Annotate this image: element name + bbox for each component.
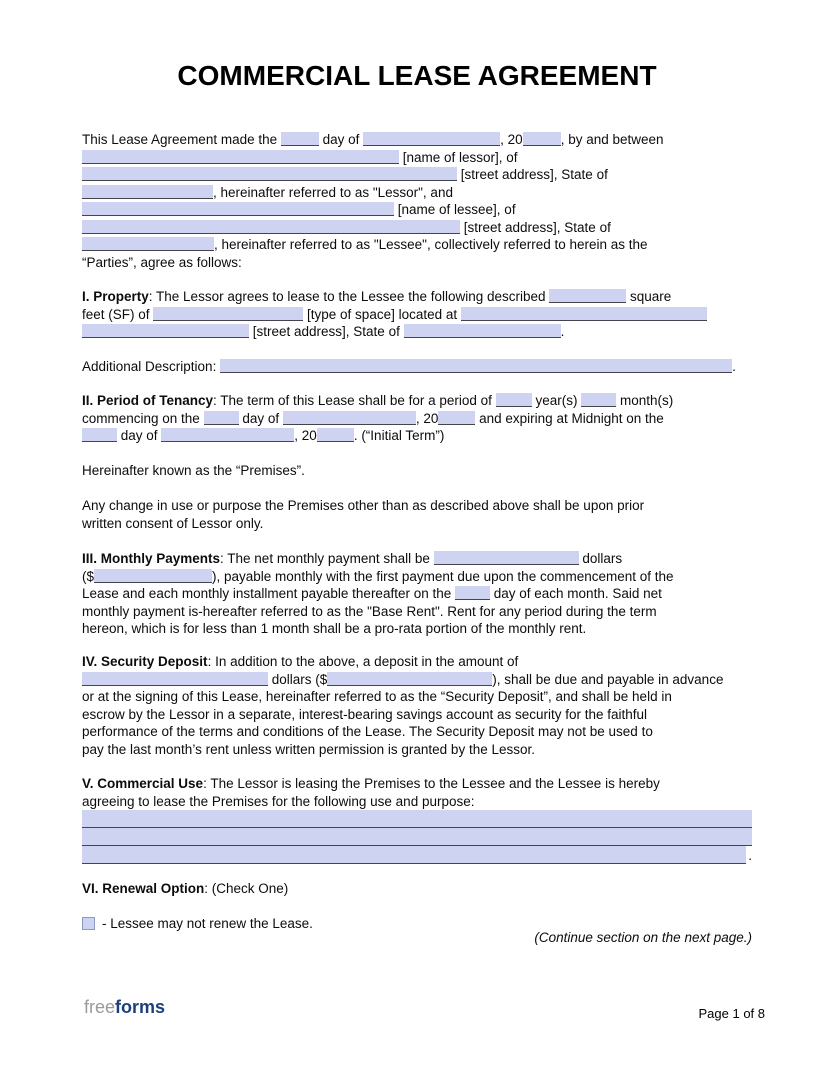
field-lessee-street-address[interactable] <box>82 220 460 234</box>
section-renewal-option <box>82 880 752 898</box>
text-segment: , 20 <box>500 132 523 147</box>
field-use-purpose-line-2[interactable] <box>82 828 752 846</box>
text-segment: commencing on the <box>82 410 204 426</box>
text-segment: or at the signing of this Lease, hereinafter referred to as the “Security Deposit”, and shall be held in <box>82 689 672 704</box>
text-segment: Any change in use or purpose the Premises other than as described above shall be upon prior <box>82 498 645 513</box>
text-segment: day of <box>238 410 283 426</box>
text-segment: , hereinafter referred to as "Lessee", collectively referred to herein as the <box>214 237 648 252</box>
field-payment-due-day[interactable] <box>455 586 490 600</box>
text-segment: : (Check One) <box>204 881 289 896</box>
text-segment: ($ <box>82 568 95 584</box>
checkbox-label: - Lessee may not renew the Lease. <box>102 916 313 931</box>
text-segment: dollars <box>578 551 623 566</box>
field-lessee-name[interactable] <box>82 202 394 216</box>
text-segment: . <box>732 359 736 374</box>
text-segment: agreeing to lease the Premises for the following use and purpose: <box>82 793 475 809</box>
text-segment: : The Lessor agrees to lease to the Lessee the following described <box>148 289 550 304</box>
text-segment: Hereinafter known as the “Premises”. <box>82 463 305 478</box>
text-segment: month(s) <box>616 393 674 408</box>
section-heading: I. Property <box>82 289 149 304</box>
document-title: COMMERCIAL LEASE AGREEMENT <box>177 60 657 91</box>
text-segment: . <box>748 848 752 863</box>
field-type-of-space[interactable] <box>153 307 303 321</box>
section-security-deposit <box>82 653 752 758</box>
text-segment: square <box>626 289 672 304</box>
change-of-use-paragraph <box>82 497 752 532</box>
page-number: Page 1 of 8 <box>698 1006 765 1021</box>
text-segment: [name of lessor], of <box>399 149 518 165</box>
text-segment: and expiring at Midnight on the <box>475 410 664 426</box>
text-segment: monthly payment is-hereafter referred to as the "Base Rent". Rent for any period during the term <box>82 603 657 619</box>
section-heading: II. Period of Tenancy <box>82 393 214 408</box>
text-segment: ), payable monthly with the first payment due upon the commencement of the <box>212 568 674 584</box>
text-segment: [type of space] located at <box>303 306 461 322</box>
section-heading: III. Monthly Payments <box>82 551 221 566</box>
field-expiration-month[interactable] <box>161 428 294 442</box>
text-segment: [street address], State of <box>460 219 611 235</box>
field-lessor-state[interactable] <box>82 185 213 199</box>
field-commencement-day[interactable] <box>204 411 239 425</box>
section-commercial-use <box>82 775 752 864</box>
field-property-address-1[interactable] <box>461 307 707 321</box>
intro-paragraph <box>82 131 752 271</box>
section-heading: IV. Security Deposit <box>82 654 208 669</box>
field-commencement-year[interactable] <box>438 411 475 425</box>
use-purpose-fields <box>82 810 752 864</box>
section-heading: VI. Renewal Option <box>82 881 205 896</box>
text-segment: . <box>560 324 565 339</box>
text-segment: day of each month. Said net <box>490 586 662 601</box>
continue-note <box>82 929 752 947</box>
field-expiration-year[interactable] <box>317 428 354 442</box>
text-segment: , hereinafter referred to as "Lessor", and <box>213 184 453 200</box>
field-property-state[interactable] <box>404 324 561 338</box>
text-segment: written consent of Lessor only. <box>82 515 264 531</box>
field-lessor-street-address[interactable] <box>82 167 457 181</box>
text-segment: : In addition to the above, a deposit in the amount of <box>207 654 519 669</box>
text-segment: , by and between <box>560 132 664 147</box>
text-segment: , 20 <box>415 410 439 426</box>
field-term-years[interactable] <box>496 393 532 407</box>
field-square-feet[interactable] <box>549 289 626 303</box>
additional-description-row <box>82 358 752 376</box>
text-segment: dollars ($ <box>268 671 328 687</box>
field-use-purpose-line-1[interactable] <box>82 810 752 828</box>
field-day[interactable] <box>281 132 319 146</box>
text-segment: “Parties”, agree as follows: <box>82 254 242 270</box>
field-additional-description[interactable] <box>220 359 732 373</box>
text-segment: : The Lessor is leasing the Premises to the Lessee and the Lessee is hereby <box>203 776 660 791</box>
section-property <box>82 288 752 341</box>
field-use-purpose-line-3[interactable] <box>82 846 746 864</box>
text-segment: [street address], State of <box>249 324 404 339</box>
field-lessee-state[interactable] <box>82 237 214 251</box>
field-term-months[interactable] <box>581 393 616 407</box>
text-segment: performance of the terms and conditions of the Lease. The Security Deposit may not be used to <box>82 724 653 739</box>
field-year[interactable] <box>523 132 561 146</box>
text-segment: hereon, which is for less than 1 month shall be a pro-rata portion of the monthly rent. <box>82 621 587 636</box>
logo-free-text: free <box>84 997 116 1017</box>
text-segment: year(s) <box>531 393 582 408</box>
text-segment: feet (SF) of <box>82 306 154 322</box>
text-segment: day of <box>318 132 364 147</box>
text-segment: Additional Description: <box>82 359 221 374</box>
premises-note <box>82 462 752 480</box>
field-lessor-name[interactable] <box>82 150 399 164</box>
text-segment: Lease and each monthly installment payable thereafter on the <box>82 586 455 601</box>
text-segment: , 20 <box>294 428 317 443</box>
field-expiration-day[interactable] <box>82 428 117 442</box>
text-segment: [name of lessee], of <box>394 202 516 217</box>
text-segment: escrow by the Lessor in a separate, interest-bearing savings account as security for the faithful <box>82 706 648 722</box>
text-segment: (Continue section on the next page.) <box>534 930 752 945</box>
text-segment: [street address], State of <box>457 167 608 182</box>
section-heading: V. Commercial Use <box>82 776 204 791</box>
text-segment: This Lease Agreement made the <box>82 132 281 147</box>
text-segment: : The net monthly payment shall be <box>220 551 434 566</box>
text-segment: ), shall be due and payable in advance <box>492 671 724 687</box>
section-period-of-tenancy <box>82 392 752 445</box>
section-monthly-payments <box>82 550 752 638</box>
field-deposit-amount[interactable] <box>327 672 492 686</box>
field-property-address-2[interactable] <box>82 324 249 338</box>
freeforms-logo <box>84 998 165 1016</box>
text-segment: . (“Initial Term”) <box>353 428 445 443</box>
text-segment: pay the last month’s rent unless written permission is granted by the Lessor. <box>82 741 535 757</box>
field-month[interactable] <box>363 132 500 146</box>
text-segment: day of <box>117 428 162 443</box>
field-monthly-payment-words[interactable] <box>434 551 579 565</box>
field-monthly-payment-amount[interactable] <box>94 569 212 583</box>
text-segment: : The term of this Lease shall be for a period of <box>213 393 496 408</box>
field-deposit-words[interactable] <box>82 672 268 686</box>
logo-forms-text: forms <box>115 997 166 1017</box>
field-commencement-month[interactable] <box>283 411 416 425</box>
